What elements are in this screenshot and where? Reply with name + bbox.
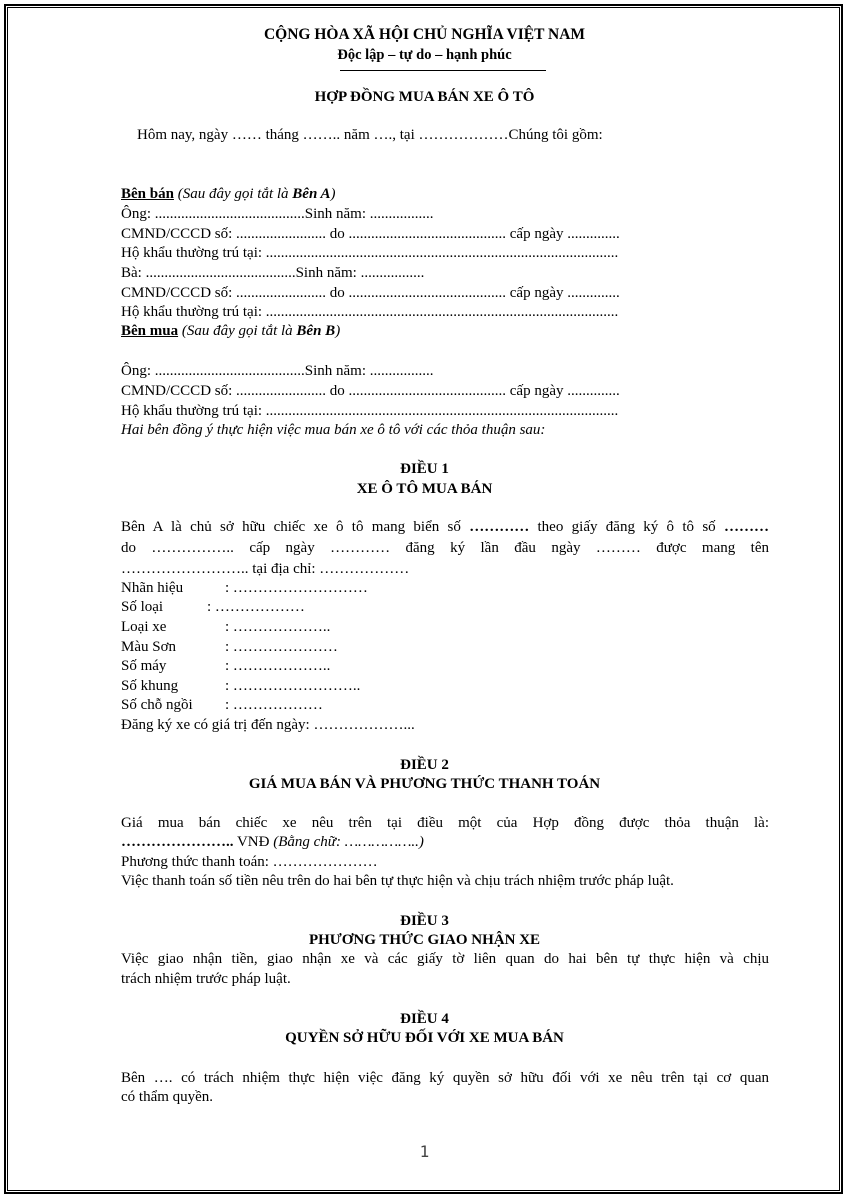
buyer-heading bbox=[121, 322, 340, 341]
article2-title: GIÁ MUA BÁN VÀ PHƯƠNG THỨC THANH TOÁN bbox=[248, 776, 601, 792]
spec-value: : ……………… bbox=[207, 599, 305, 615]
spec-label: Số chỗ ngồi bbox=[121, 697, 193, 713]
price-in-words: (Bằng chữ: ……………..) bbox=[273, 834, 424, 850]
seller-line: Ông: ........................................Sinh năm: ................. bbox=[121, 206, 434, 222]
spec-row bbox=[121, 618, 330, 637]
article4-text-line: có thẩm quyền. bbox=[121, 1089, 214, 1105]
seller-label: Bên bán bbox=[121, 186, 174, 202]
seller-line: CMND/CCCD số: ........................ do .......................................... cấp ngày .............. bbox=[121, 226, 620, 242]
article1-paragraph-line: …………………….. tại địa chỉ: ……………… bbox=[121, 561, 410, 577]
buyer-note-party: Bên B bbox=[296, 323, 336, 339]
spec-label: Màu Sơn bbox=[121, 639, 177, 655]
seller-note-party: Bên A bbox=[292, 186, 331, 202]
article4-number: ĐIỀU 4 bbox=[400, 1011, 449, 1027]
spec-row bbox=[121, 657, 330, 676]
article2-price-statement: Giá mua bán chiếc xe nêu trên tại điều một của Hợp đồng được thỏa thuận là: bbox=[121, 815, 769, 831]
buyer-note-prefix: (Sau đây gọi tắt là bbox=[178, 323, 297, 339]
seller-line: Hộ khẩu thường trú tại: .............................................................................................. bbox=[121, 304, 619, 320]
seller-heading bbox=[121, 185, 335, 204]
buyer-label: Bên mua bbox=[121, 323, 179, 339]
article1-number: ĐIỀU 1 bbox=[400, 461, 449, 477]
spec-label: Số khung bbox=[121, 678, 179, 694]
article4-text-line: Bên …. có trách nhiệm thực hiện việc đăng ký quyền sở hữu đối với xe nêu trên tại cơ quan bbox=[121, 1070, 769, 1086]
page-number: 1 bbox=[419, 1142, 430, 1161]
spec-label: Số máy bbox=[121, 658, 167, 674]
article3-text-line: trách nhiệm trước pháp luật. bbox=[121, 971, 291, 987]
registration-validity: Đăng ký xe có giá trị đến ngày: ………………... bbox=[121, 717, 415, 733]
buyer-line: CMND/CCCD số: ........................ do .......................................... cấp ngày .............. bbox=[121, 383, 620, 399]
buyer-line: Ông: ........................................Sinh năm: ................. bbox=[121, 363, 434, 379]
price-line bbox=[121, 833, 424, 852]
seller-line: Bà: ........................................Sinh năm: ................. bbox=[121, 265, 425, 281]
intro-line: Hôm nay, ngày …… tháng …….. năm …., tại ………………Chúng tôi gồm: bbox=[137, 127, 603, 143]
spec-row bbox=[121, 696, 323, 715]
spec-label: Loại xe bbox=[121, 619, 167, 635]
article3-title: PHƯƠNG THỨC GIAO NHẬN XE bbox=[308, 932, 541, 948]
spec-row bbox=[121, 638, 338, 657]
buyer-note-suffix: ) bbox=[335, 323, 341, 339]
seller-line: Hộ khẩu thường trú tại: .............................................................................................. bbox=[121, 245, 619, 261]
contract-title: HỢP ĐỒNG MUA BÁN XE Ô TÔ bbox=[314, 89, 535, 105]
spec-label: Nhãn hiệu bbox=[121, 580, 184, 596]
payment-responsibility: Việc thanh toán số tiền nêu trên do hai bên tự thực hiện và chịu trách nhiệm trước pháp luật. bbox=[121, 873, 674, 889]
spec-row bbox=[121, 677, 360, 696]
motto-underline bbox=[340, 70, 546, 71]
agreement-statement: Hai bên đồng ý thực hiện việc mua bán xe ô tô với các thỏa thuận sau: bbox=[121, 422, 546, 438]
payment-method: Phương thức thanh toán: ………………… bbox=[121, 854, 378, 870]
article1-title: XE Ô TÔ MUA BÁN bbox=[356, 481, 493, 497]
country-heading: CỘNG HÒA XÃ HỘI CHỦ NGHĨA VIỆT NAM bbox=[263, 26, 586, 43]
plate-number-blank: ………… bbox=[469, 519, 530, 535]
article2-number: ĐIỀU 2 bbox=[400, 757, 449, 773]
article1-text: theo giấy đăng ký ô tô số bbox=[529, 519, 724, 535]
registration-number-blank: ……… bbox=[724, 519, 769, 535]
price-blank: ………………….. bbox=[121, 834, 234, 850]
spec-value: : ……………….. bbox=[225, 658, 331, 674]
article1-text: Bên A là chủ sở hữu chiếc xe ô tô mang biển số bbox=[121, 519, 470, 535]
spec-value: : ………………… bbox=[225, 639, 338, 655]
price-unit: VNĐ bbox=[233, 834, 274, 850]
article1-paragraph-line bbox=[121, 518, 769, 537]
motto: Độc lập – tự do – hạnh phúc bbox=[337, 47, 512, 63]
spec-value: : ……………… bbox=[225, 697, 323, 713]
spec-label: Số loại bbox=[121, 599, 164, 615]
seller-line: CMND/CCCD số: ........................ do .......................................... cấp ngày .............. bbox=[121, 285, 620, 301]
spec-value: : ……………………… bbox=[225, 580, 368, 596]
article4-title: QUYỀN SỞ HỮU ĐỐI VỚI XE MUA BÁN bbox=[285, 1030, 564, 1046]
article3-text-line: Việc giao nhận tiền, giao nhận xe và các giấy tờ liên quan do hai bên tự thực hiện và chịu bbox=[121, 951, 769, 967]
spec-row bbox=[121, 598, 305, 617]
spec-value: : …………………….. bbox=[225, 678, 361, 694]
seller-note-suffix: ) bbox=[330, 186, 336, 202]
buyer-line: Hộ khẩu thường trú tại: .............................................................................................. bbox=[121, 403, 619, 419]
seller-note-prefix: (Sau đây gọi tắt là bbox=[173, 186, 293, 202]
spec-row bbox=[121, 579, 368, 598]
spec-value: : ……………….. bbox=[225, 619, 331, 635]
article3-number: ĐIỀU 3 bbox=[400, 913, 449, 929]
article1-paragraph-line: do …………….. cấp ngày ………… đăng ký lần đầu ngày ……… được mang tên bbox=[121, 540, 769, 556]
